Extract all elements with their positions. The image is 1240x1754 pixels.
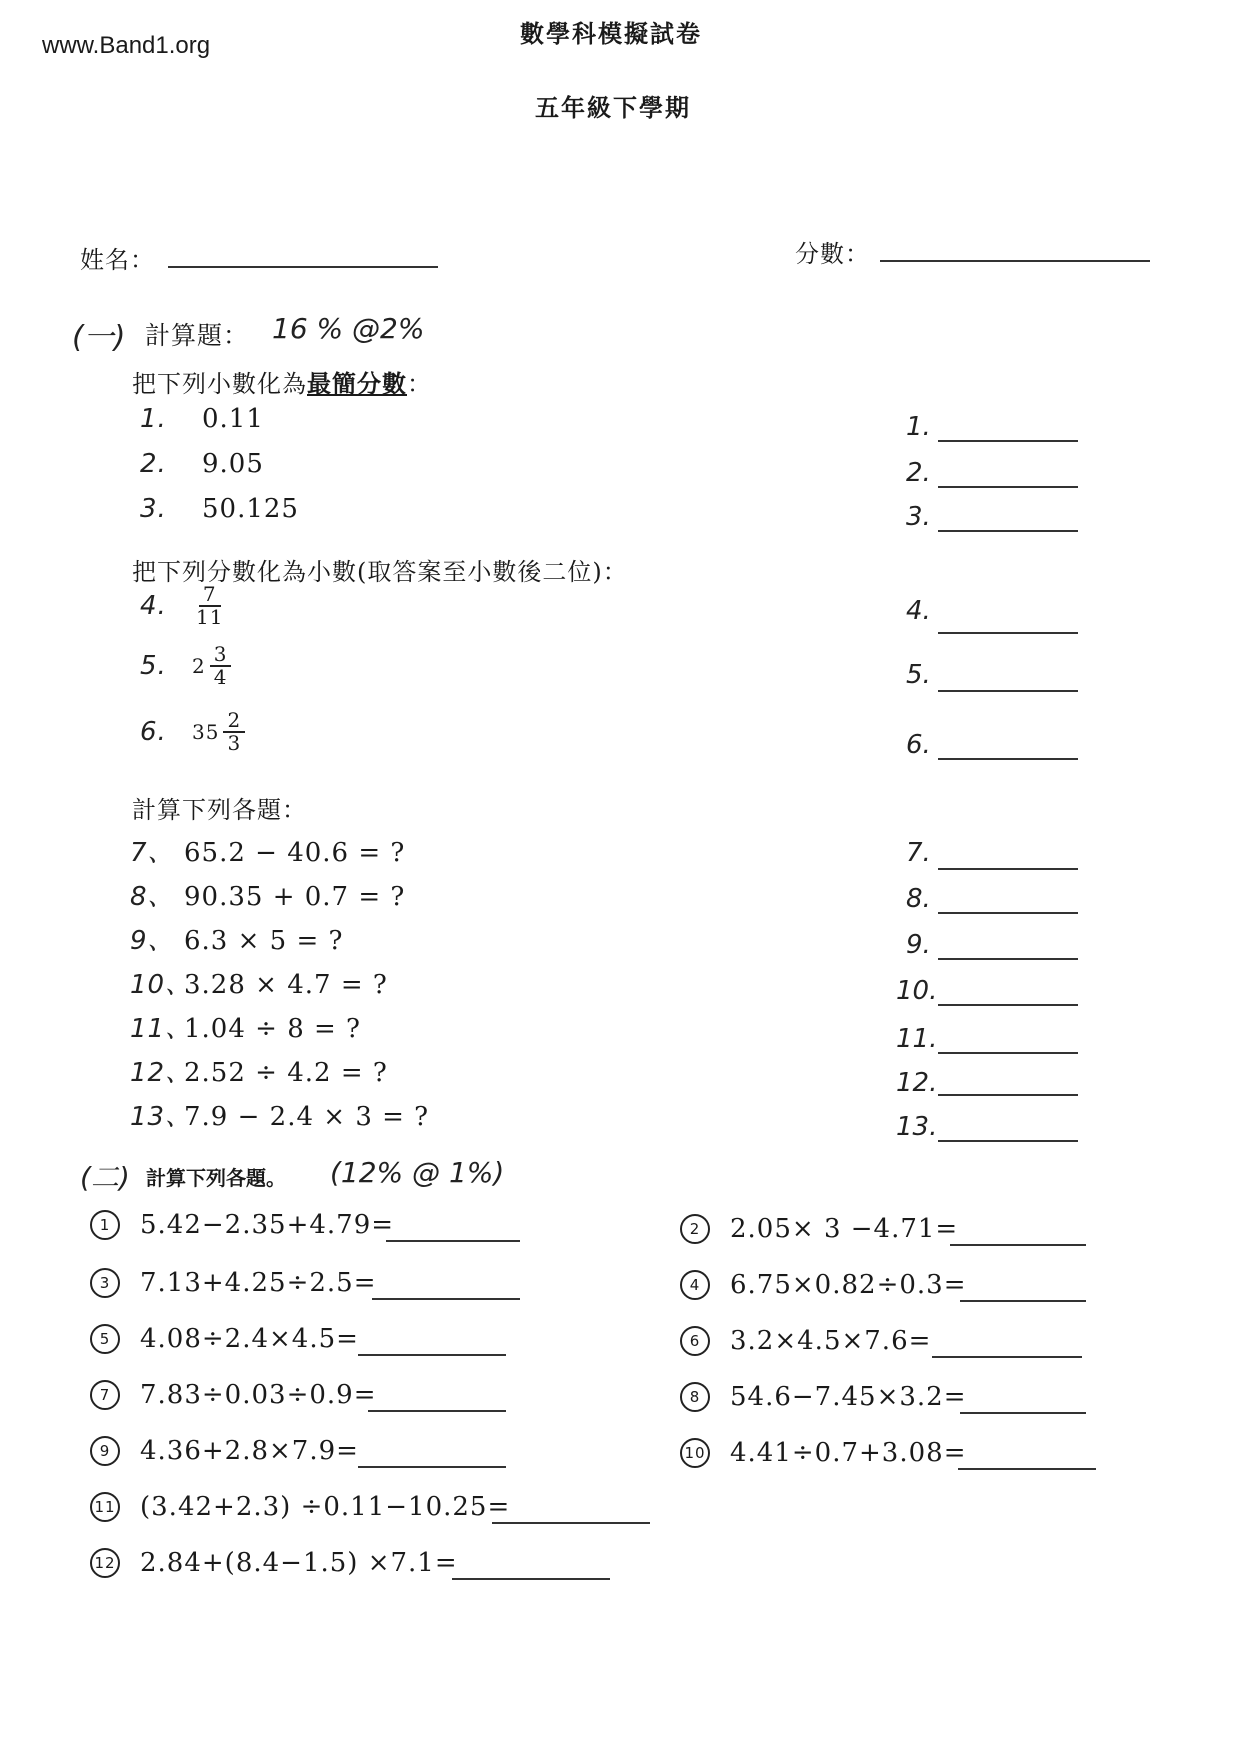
problem-10-answer-line[interactable] xyxy=(958,1468,1096,1470)
instruction-emphasis: 最簡分數 xyxy=(307,369,407,398)
answer-label-13: 13. xyxy=(896,1112,938,1142)
answer-label-2: 2. xyxy=(906,458,931,488)
instruction-simplest-fraction xyxy=(132,364,432,399)
fraction xyxy=(196,584,223,628)
answer-line-5[interactable] xyxy=(938,690,1078,692)
problem-expression: 54.6−7.45×3.2= xyxy=(730,1382,967,1412)
answer-line-4[interactable] xyxy=(938,632,1078,634)
calc-question-7 xyxy=(130,832,405,869)
question-number: 9、 xyxy=(130,926,175,956)
answer-label-4: 4. xyxy=(906,596,931,626)
name-field[interactable] xyxy=(168,266,438,268)
problem-expression: 4.08÷2.4×4.5= xyxy=(140,1324,359,1354)
answer-line-8[interactable] xyxy=(938,912,1078,914)
problem-4-answer-line[interactable] xyxy=(960,1300,1086,1302)
problem-4 xyxy=(680,1270,967,1300)
question-expression: 6.3 × 5 = ? xyxy=(184,926,344,956)
problem-2-answer-line[interactable] xyxy=(950,1244,1086,1246)
answer-label-3: 3. xyxy=(906,502,931,532)
problem-9 xyxy=(90,1436,359,1466)
answer-line-6[interactable] xyxy=(938,758,1078,760)
problem-expression: 2.05× 3 −4.71= xyxy=(730,1214,959,1244)
fraction-denominator: 4 xyxy=(213,665,228,689)
website-url: www.Band1.org xyxy=(42,32,211,59)
problem-6-answer-line[interactable] xyxy=(932,1356,1082,1358)
fraction-numerator: 7 xyxy=(199,584,221,607)
problem-number: 7 xyxy=(90,1380,120,1410)
decimal-question-3 xyxy=(140,494,299,524)
answer-line-12[interactable] xyxy=(938,1094,1078,1096)
calc-question-9 xyxy=(130,920,343,957)
exam-title: 數學科模擬試卷 xyxy=(520,19,702,48)
problem-11 xyxy=(90,1492,510,1522)
calc-question-11 xyxy=(130,1008,361,1045)
fraction-denominator: 3 xyxy=(227,731,242,755)
problem-expression: 3.2×4.5×7.6= xyxy=(730,1326,932,1356)
question-number: 7、 xyxy=(130,838,175,868)
question-number: 11、 xyxy=(130,1014,193,1044)
answer-line-7[interactable] xyxy=(938,868,1078,870)
section1-marker: (一) xyxy=(72,320,126,355)
problem-7-answer-line[interactable] xyxy=(368,1410,506,1412)
question-number: 3. xyxy=(140,494,167,524)
problem-number: 1 xyxy=(90,1210,120,1240)
answer-line-2[interactable] xyxy=(938,486,1078,488)
problem-12 xyxy=(90,1548,458,1578)
problem-expression: 5.42−2.35+4.79= xyxy=(140,1210,395,1240)
section2-heading: 計算下列各題。 xyxy=(146,1166,286,1190)
fraction-numerator: 3 xyxy=(210,644,232,667)
fraction-value xyxy=(192,710,245,754)
question-expression: 7.9 − 2.4 × 3 = ? xyxy=(184,1102,430,1132)
decimal-question-2 xyxy=(140,449,264,479)
question-expression: 90.35 + 0.7 = ? xyxy=(184,882,406,912)
score-field[interactable] xyxy=(880,260,1150,262)
calc-question-12 xyxy=(130,1052,388,1089)
problem-2 xyxy=(680,1214,958,1244)
problem-number: 9 xyxy=(90,1436,120,1466)
answer-line-13[interactable] xyxy=(938,1140,1078,1142)
calc-question-13 xyxy=(130,1096,429,1133)
question-expression: 65.2 − 40.6 = ? xyxy=(184,838,406,868)
section1-marks: 16 % @2% xyxy=(272,312,425,345)
question-expression: 9.05 xyxy=(202,449,264,479)
problem-5-answer-line[interactable] xyxy=(358,1354,506,1356)
problem-expression: (3.42+2.3) ÷0.11−10.25= xyxy=(140,1492,511,1522)
instruction-suffix: ： xyxy=(407,370,432,398)
fraction-value xyxy=(192,644,231,688)
problem-number: 2 xyxy=(680,1214,710,1244)
problem-11-answer-line[interactable] xyxy=(492,1522,650,1524)
score-label: 分數： xyxy=(795,240,870,268)
question-expression: 0.11 xyxy=(202,404,264,434)
problem-1 xyxy=(90,1210,394,1240)
problem-number: 6 xyxy=(680,1326,710,1356)
question-expression: 1.04 ÷ 8 = ? xyxy=(184,1014,362,1044)
problem-7 xyxy=(90,1380,377,1410)
answer-line-1[interactable] xyxy=(938,440,1078,442)
fraction-question-5 xyxy=(140,644,231,688)
question-expression: 3.28 × 4.7 = ? xyxy=(184,970,388,1000)
problem-number: 5 xyxy=(90,1324,120,1354)
problem-number: 11 xyxy=(90,1492,120,1522)
question-number: 2. xyxy=(140,449,167,479)
question-number: 10、 xyxy=(130,970,193,1000)
question-number: 8、 xyxy=(130,882,175,912)
problem-number: 12 xyxy=(90,1548,120,1578)
exam-subtitle: 五年級下學期 xyxy=(535,93,691,122)
problem-10 xyxy=(680,1438,967,1468)
problem-3 xyxy=(90,1268,377,1298)
section2-marks: (12% @ 1%) xyxy=(330,1156,505,1189)
problem-9-answer-line[interactable] xyxy=(358,1466,506,1468)
problem-number: 10 xyxy=(680,1438,710,1468)
fraction xyxy=(223,710,245,754)
problem-8 xyxy=(680,1382,967,1412)
instruction-to-decimal: 把下列分數化為小數(取答案至小數後二位)： xyxy=(132,558,628,586)
question-number: 6. xyxy=(140,717,167,747)
question-number: 1. xyxy=(140,404,167,434)
answer-label-1: 1. xyxy=(906,412,931,442)
problem-expression: 4.36+2.8×7.9= xyxy=(140,1436,359,1466)
answer-line-11[interactable] xyxy=(938,1052,1078,1054)
answer-label-6: 6. xyxy=(906,730,931,760)
problem-expression: 2.84+(8.4−1.5) ×7.1= xyxy=(140,1548,458,1578)
problem-number: 8 xyxy=(680,1382,710,1412)
name-label: 姓名： xyxy=(80,246,155,274)
answer-line-3[interactable] xyxy=(938,530,1078,532)
answer-label-5: 5. xyxy=(906,660,931,690)
problem-expression: 7.13+4.25÷2.5= xyxy=(140,1268,377,1298)
problem-6 xyxy=(680,1326,931,1356)
calc-question-10 xyxy=(130,964,388,1001)
section2-marker: (二) xyxy=(80,1161,130,1194)
answer-label-9: 9. xyxy=(906,930,931,960)
fraction-numerator: 2 xyxy=(223,710,245,733)
question-number: 13、 xyxy=(130,1102,193,1132)
problem-5 xyxy=(90,1324,359,1354)
fraction xyxy=(210,644,232,688)
problem-expression: 4.41÷0.7+3.08= xyxy=(730,1438,967,1468)
answer-label-7: 7. xyxy=(906,838,931,868)
fraction-question-6 xyxy=(140,710,245,754)
fraction-whole: 35 xyxy=(192,720,220,744)
problem-3-answer-line[interactable] xyxy=(372,1298,520,1300)
question-number: 4. xyxy=(140,591,167,621)
fraction-value xyxy=(192,584,223,628)
fraction-whole: 2 xyxy=(192,654,206,678)
problem-number: 3 xyxy=(90,1268,120,1298)
decimal-question-1 xyxy=(140,404,264,434)
answer-line-10[interactable] xyxy=(938,1004,1078,1006)
question-number: 5. xyxy=(140,651,167,681)
answer-line-9[interactable] xyxy=(938,958,1078,960)
problem-12-answer-line[interactable] xyxy=(452,1578,610,1580)
answer-label-10: 10. xyxy=(896,976,938,1006)
calc-question-8 xyxy=(130,876,405,913)
problem-expression: 6.75×0.82÷0.3= xyxy=(730,1270,967,1300)
question-expression: 2.52 ÷ 4.2 = ? xyxy=(184,1058,388,1088)
answer-label-8: 8. xyxy=(906,884,931,914)
problem-number: 4 xyxy=(680,1270,710,1300)
fraction-denominator: 11 xyxy=(196,605,224,629)
fraction-question-4 xyxy=(140,584,223,628)
problem-1-answer-line[interactable] xyxy=(386,1240,520,1242)
answer-label-11: 11. xyxy=(896,1024,938,1054)
problem-8-answer-line[interactable] xyxy=(960,1412,1086,1414)
answer-label-12: 12. xyxy=(896,1068,938,1098)
question-expression: 50.125 xyxy=(202,494,299,524)
instruction-calculate: 計算下列各題： xyxy=(132,796,307,824)
question-number: 12、 xyxy=(130,1058,193,1088)
instruction-prefix: 把下列小數化為 xyxy=(132,370,307,398)
problem-expression: 7.83÷0.03÷0.9= xyxy=(140,1380,377,1410)
section1-heading: 計算題： xyxy=(145,321,250,350)
